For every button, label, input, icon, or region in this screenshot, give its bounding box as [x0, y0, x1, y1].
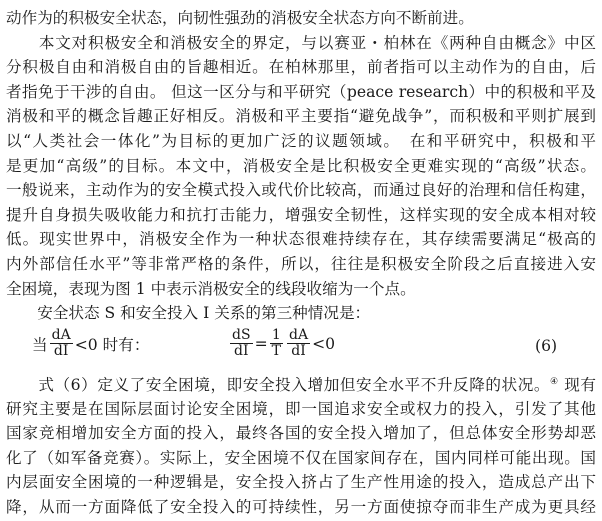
body-text-line: 研究主要是在国际层面讨论安全困境，即一国追求安全或权力的投入，引发了其他: [6, 400, 596, 418]
fraction-denominator: dI: [53, 343, 69, 359]
equation-number: (6): [535, 337, 558, 355]
fraction-denominator: dI: [234, 343, 249, 359]
fraction-numerator: 1: [271, 327, 281, 343]
fraction-denominator: T: [271, 343, 281, 359]
body-text-line: 内外部信任水平”等非常严格的条件，所以，往往是积极安全阶段之后直接进入安: [6, 255, 596, 273]
equation-body: [228, 328, 335, 359]
fraction-numerator: dA: [51, 327, 71, 343]
body-text-line: 以“人类社会一体化”为目标的更加广泛的议题领域。 在和平研究中，积极和平: [6, 132, 596, 150]
equation-condition: [32, 328, 149, 359]
equals-sign: =: [254, 334, 268, 353]
body-text-line: 安全状态 S 和安全投入 I 关系的第三种情况是：: [6, 304, 371, 323]
body-text-line: 全困境，表现为图 1 中表示消极安全的线段收缩为一个点。: [6, 279, 416, 298]
fraction-dS-dI: [230, 328, 253, 359]
body-text-line: 化了（如军备竞赛）。实际上，安全困境不仅在国家间存在，国内同样可能出现。国: [6, 448, 596, 467]
body-text-line: 消极和平的概念旨趣正好相反。消极和平主要指“避免战争”，而积极和平则扩展到: [6, 107, 596, 126]
body-text-line: 内层面安全困境的一种逻辑是，安全投入挤占了生产性用途的投入，造成总产出下: [6, 473, 596, 492]
body-text-line: 分积极自由和消极自由的旨趣相近。在柏林那里，前者指可以主动作为的自由，后: [6, 58, 596, 77]
paragraph-start: 式（6）定义了安全困境，即安全投入增加但安全水平不升反降的状况。: [6, 376, 551, 394]
paragraph-start-rest: 现有: [558, 376, 596, 394]
fraction-denominator: dI: [291, 343, 306, 359]
body-text-line: 提升自身损失吸收能力和抗打击能力，增强安全韧性，这样实现的安全成本相对较: [6, 205, 596, 224]
body-text-line: 是更加“高级”的目标。本文中，消极安全是比积极安全更难实现的“高级”状态。: [6, 156, 596, 175]
fraction-1-T: [270, 328, 283, 359]
body-text-line: 本文对积极安全和消极安全的界定，与以赛亚・柏林在《两种自由概念》中区: [6, 33, 596, 52]
fraction-dA-dI-2: [287, 328, 310, 359]
footnote-marker[interactable]: ④: [550, 376, 559, 387]
body-text-line: 动作为的积极安全状态，向韧性强劲的消极安全状态方向不断前进。: [6, 9, 474, 27]
body-text-line: 者指免于干涉的自由。 但这一区分与和平研究（peace research）中的积极和平及: [6, 82, 596, 101]
fraction-dA-dI: [50, 328, 73, 359]
equation-prefix: 当: [32, 335, 48, 354]
equation-suffix: <0: [312, 334, 336, 353]
equation-condition-suffix: <0 时有：: [74, 335, 150, 354]
fraction-numerator: dA: [288, 327, 309, 343]
equation-6: [0, 321, 602, 371]
body-text-line: 低。现实世界中，消极安全作为一种状态很难持续存在，其存续需要满足“极高的: [6, 230, 596, 249]
fraction-numerator: dS: [232, 327, 251, 343]
body-text-line: 国家竞相增加安全方面的投入，最终各国的安全投入增加了，但总体安全形势却恶: [6, 424, 596, 443]
body-text-line: 降，从而一方面降低了安全投入的可持续性，另一方面使掠夺而非生产成为更具经: [6, 497, 596, 516]
body-text-line: 一般说来，主动作为的安全模式投入或代价比较高，而通过良好的治理和信任构建，: [6, 181, 596, 200]
